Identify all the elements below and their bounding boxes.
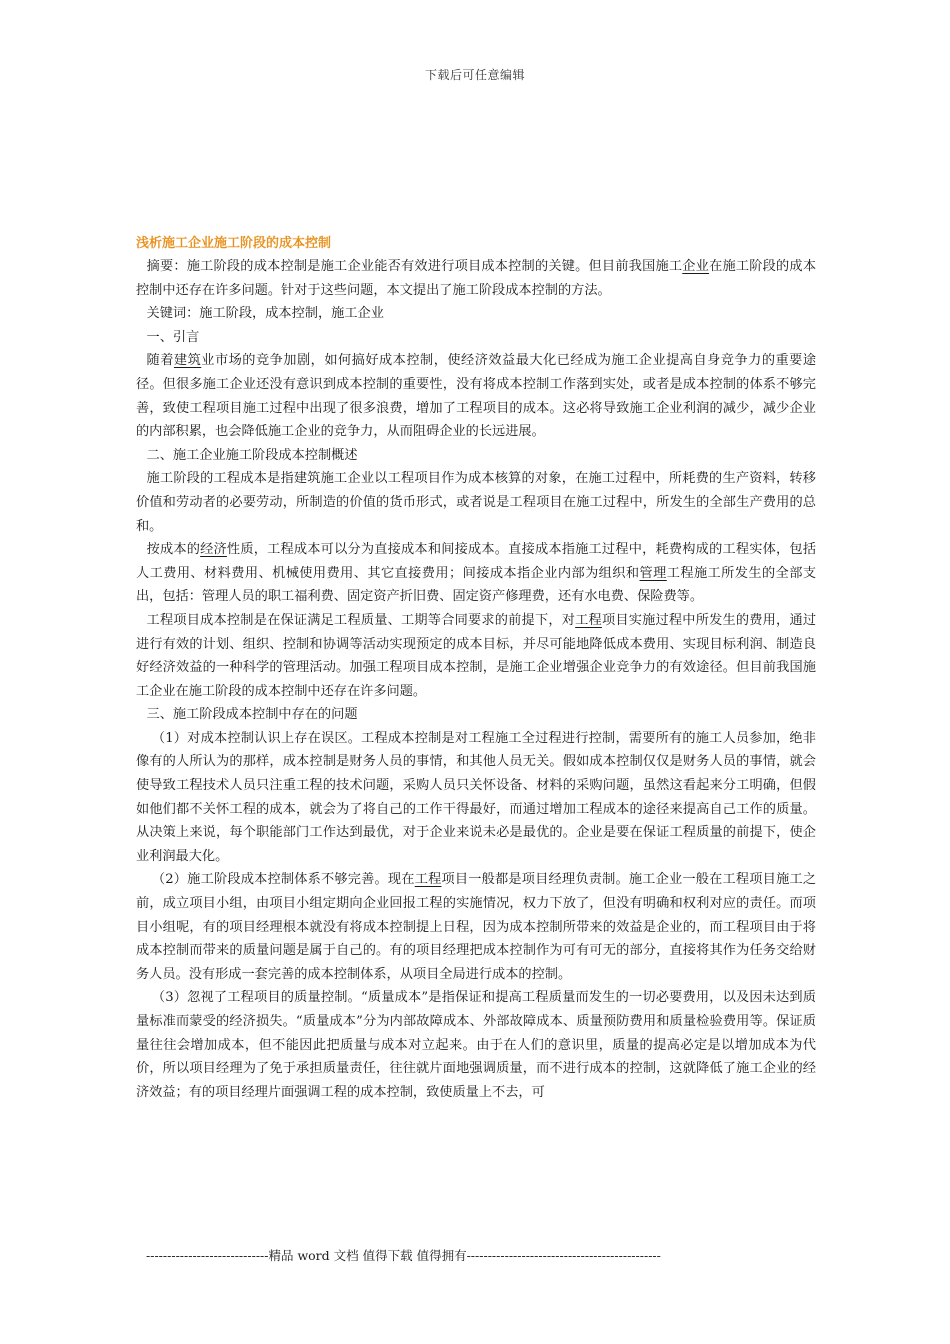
problem-2-paragraph bbox=[136, 868, 816, 986]
introduction-paragraph bbox=[136, 349, 816, 443]
link-construction[interactable]: 建筑 bbox=[173, 353, 202, 369]
section-heading-problems: 三、施工阶段成本控制中存在的问题 bbox=[146, 707, 358, 723]
article-body bbox=[136, 233, 816, 1104]
overview-paragraph-1: 施工阶段的工程成本是指建筑施工企业以工程项目作为成本核算的对象，在施工过程中，所耗费的生产资料，转移价值和劳动者的必要劳动，所制造的价值的货币形式，或者说是工程项目在施工过程中，所发生的全部生产费用的总和。 bbox=[136, 471, 816, 534]
article-title: 浅析施工企业施工阶段的成本控制 bbox=[136, 236, 332, 251]
link-engineering[interactable]: 工程 bbox=[575, 612, 602, 628]
abstract-text-a: 摘要：施工阶段的成本控制是施工企业能否有效进行项目成本控制的关键。但目前我国施工 bbox=[146, 259, 683, 274]
link-management[interactable]: 管理 bbox=[639, 565, 667, 581]
section-heading-overview: 二、施工企业施工阶段成本控制概述 bbox=[146, 447, 358, 463]
overview3-text-a: 工程项目成本控制是在保证满足工程质量、工期等合同要求的前提下，对 bbox=[146, 612, 576, 628]
page-footer: -----------------------------精品 word 文档 值得下载 值得拥有---------------------------------------------- bbox=[146, 1248, 661, 1263]
problem-3-paragraph: （3）忽视了工程项目的质量控制。“质量成本”是指保证和提高工程质量而发生的一切必要费用，以及因未达到质量标准而蒙受的经济损失。“质量成本”分为内部故障成本、外部故障成本、质量预防费用和质量检验费用等。保证质量往往会增加成本，但不能因此把质量与成本对立起来。由于在人们的意识里，质量的提高必定是以增加成本为代价，所以项目经理为了免于承担质量责任，往往就片面地强调质量，而不进行成本的控制，这就降低了施工企业的经济效益；有的项目经理片面强调工程的成本控制，致使质量上不去，可 bbox=[136, 990, 816, 1100]
keywords-paragraph: 关键词：施工阶段，成本控制，施工企业 bbox=[146, 306, 384, 322]
abstract-text-b: 在施工阶段的成本控制中还存在许多问题。针对于这些问题，本文提出了施工阶段成本控制的方法。 bbox=[136, 259, 817, 298]
overview-paragraph-2 bbox=[136, 538, 816, 609]
intro-text-a: 随着 bbox=[146, 353, 174, 369]
overview3-text-b: 项目实施过程中所发生的费用，通过进行有效的计划、组织、控制和协调等活动实现预定的成本目标，并尽可能地降低成本费用、实现目标利润、制造良好经济效益的一种科学的管理活动。加强工程项目成本控制，是施工企业增强企业竞争力的有效途径。但目前我国施工企业在施工阶段的成本控制中还存在许多问题。 bbox=[136, 612, 817, 699]
problem2-text-b: 项目一般都是项目经理负责制。施工企业一般在工程项目施工之前，成立项目小组，由项目小组定期向企业回报工程的实施情况，权力下放了，但没有明确和权利对应的责任。而项目小组呢，有的项目经理根本就没有将成本控制提上日程，因为成本控制所带来的效益是企业的，而工程项目由于将成本控制而带来的质量问题是属于自己的。有的项目经理把成本控制作为可有可无的部分，直接将其作为任务交给财务人员。没有形成一套完善的成本控制体系，从项目全局进行成本的控制。 bbox=[136, 872, 817, 982]
overview2-text-b: 性质，工程成本可以分为直接成本和间接成本。直接成本指施工过程中，耗费构成的工程实体，包括人工费用、材料费用、机械使用费用、其它直接费用；间接成本指企业内部为组织和 bbox=[136, 542, 817, 581]
link-economy[interactable]: 经济 bbox=[200, 542, 227, 558]
overview2-text-a: 按成本的 bbox=[146, 542, 201, 558]
problem2-text-a: （2）施工阶段成本控制体系不够完善。现在 bbox=[151, 872, 415, 888]
intro-text-b: 业市场的竞争加剧，如何搞好成本控制，使经济效益最大化已经成为施工企业提高自身竞争力的重要途径。但很多施工企业还没有意识到成本控制的重要性，没有将成本控制工作落到实处，或者是成本控制的体系不够完善，致使工程项目施工过程中出现了很多浪费，增加了工程项目的成本。这必将导致施工企业利润的减少，减少企业的内部积累，也会降低施工企业的竞争力，从而阻碍企业的长远进展。 bbox=[136, 353, 817, 440]
page-header: 下载后可任意编辑 bbox=[424, 68, 525, 82]
link-enterprise[interactable]: 企业 bbox=[682, 259, 710, 274]
problem-1-paragraph: （1）对成本控制认识上存在误区。工程成本控制是对工程施工全过程进行控制，需要所有的施工人员参加，绝非像有的人所认为的那样，成本控制是财务人员的事情，和其他人员无关。假如成本控制仅仅是财务人员的事情，就会使导致工程技术人员只注重工程的技术问题，采购人员只关怀设备、材料的采购问题，虽然这看起来分工明确，但假如他们都不关怀工程的成本，就会为了将自己的工作干得最好，而通过增加工程成本的途径来提高自己工作的质量。从决策上来说，每个职能部门工作达到最优，对于企业来说未必是最优的。企业是要在保证工程质量的前提下，使企业利润最大化。 bbox=[136, 730, 816, 864]
overview2-text-c: 工程施工所发生的全部支出，包括：管理人员的职工福利费、固定资产折旧费、固定资产修理费，还有水电费、保险费等。 bbox=[136, 565, 817, 605]
overview-paragraph-3 bbox=[136, 609, 816, 703]
abstract-paragraph bbox=[136, 255, 816, 302]
link-engineering-2[interactable]: 工程 bbox=[414, 872, 442, 888]
section-heading-introduction: 一、引言 bbox=[146, 329, 200, 345]
